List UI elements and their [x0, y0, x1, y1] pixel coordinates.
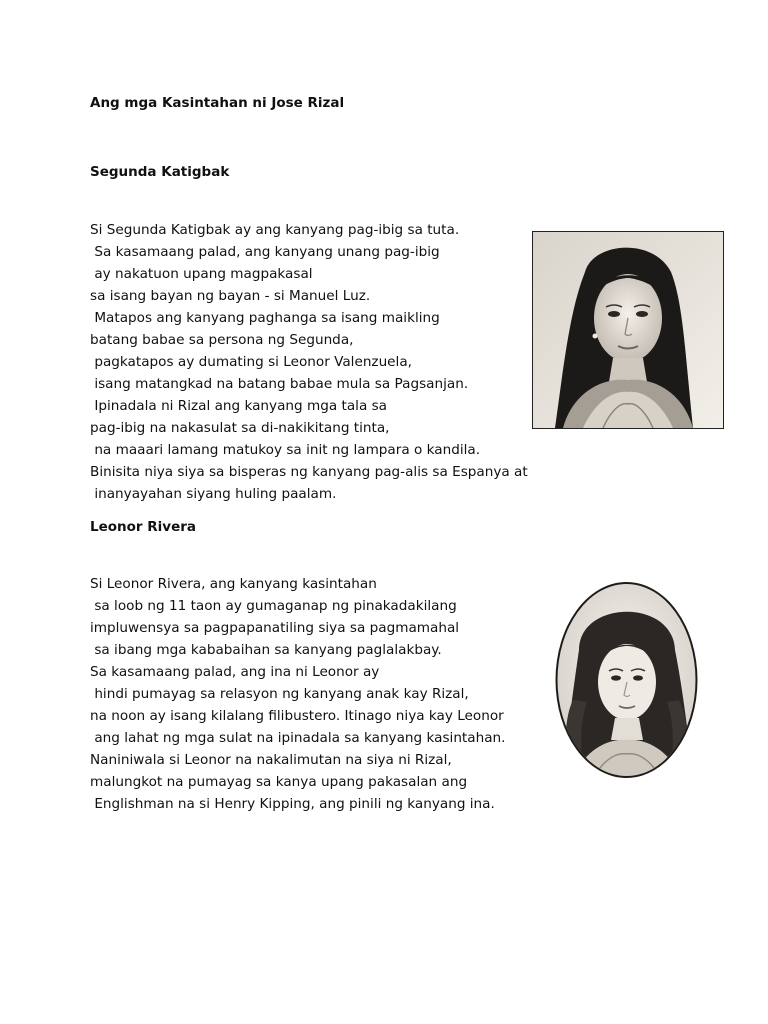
text-line: ang lahat ng mga sulat na ipinadala sa kanyang kasintahan. — [90, 730, 506, 746]
portrait-segunda-katigbak-drawing — [533, 232, 723, 428]
section-paragraph-segunda-katigbak — [90, 219, 560, 505]
text-line: sa isang bayan ng bayan - si Manuel Luz. — [90, 288, 371, 304]
text-line: Binisita niya siya sa bisperas ng kanyang pag-alis sa Espanya at — [90, 464, 528, 480]
text-line: pagkatapos ay dumating si Leonor Valenzuela, — [90, 354, 412, 370]
text-line: na maaari lamang matukoy sa init ng lampara o kandila. — [90, 442, 481, 458]
text-line: na noon ay isang kilalang filibustero. Itinago niya kay Leonor — [90, 708, 504, 724]
section-paragraph-leonor-rivera — [90, 573, 560, 815]
text-line: inanyayahan siyang huling paalam. — [90, 486, 337, 502]
text-line: Sa kasamaang palad, ang kanyang unang pag-ibig — [90, 244, 440, 260]
text-line: batang babae sa persona ng Segunda, — [90, 332, 354, 348]
section-heading-segunda-katigbak: Segunda Katigbak — [90, 164, 230, 180]
text-line: isang matangkad na batang babae mula sa Pagsanjan. — [90, 376, 469, 392]
text-line: Matapos ang kanyang paghanga sa isang maikling — [90, 310, 440, 326]
section-heading-leonor-rivera: Leonor Rivera — [90, 519, 197, 535]
text-line: sa loob ng 11 taon ay gumaganap ng pinakadakilang — [90, 598, 457, 614]
text-line: Sa kasamaang palad, ang ina ni Leonor ay — [90, 664, 380, 680]
text-line: sa ibang mga kababaihan sa kanyang paglalakbay. — [90, 642, 442, 658]
text-line: ay nakatuon upang magpakasal — [90, 266, 313, 282]
portrait-segunda-katigbak — [532, 231, 724, 429]
text-line: Naniniwala si Leonor na nakalimutan na siya ni Rizal, — [90, 752, 452, 768]
text-line: impluwensya sa pagpapanatiling siya sa pagmamahal — [90, 620, 460, 636]
portrait-leonor-rivera — [553, 580, 700, 780]
text-line: pag-ibig na nakasulat sa di-nakikitang tinta, — [90, 420, 390, 436]
text-line: Englishman na si Henry Kipping, ang pinili ng kanyang ina. — [90, 796, 495, 812]
text-line: hindi pumayag sa relasyon ng kanyang anak kay Rizal, — [90, 686, 469, 702]
text-line: Si Leonor Rivera, ang kanyang kasintahan — [90, 576, 377, 592]
portrait-leonor-rivera-drawing — [553, 580, 700, 780]
text-line: Ipinadala ni Rizal ang kanyang mga tala sa — [90, 398, 388, 414]
document-title: Ang mga Kasintahan ni Jose Rizal — [90, 95, 345, 111]
text-line: malungkot na pumayag sa kanya upang pakasalan ang — [90, 774, 468, 790]
text-line: Si Segunda Katigbak ay ang kanyang pag-ibig sa tuta. — [90, 222, 460, 238]
